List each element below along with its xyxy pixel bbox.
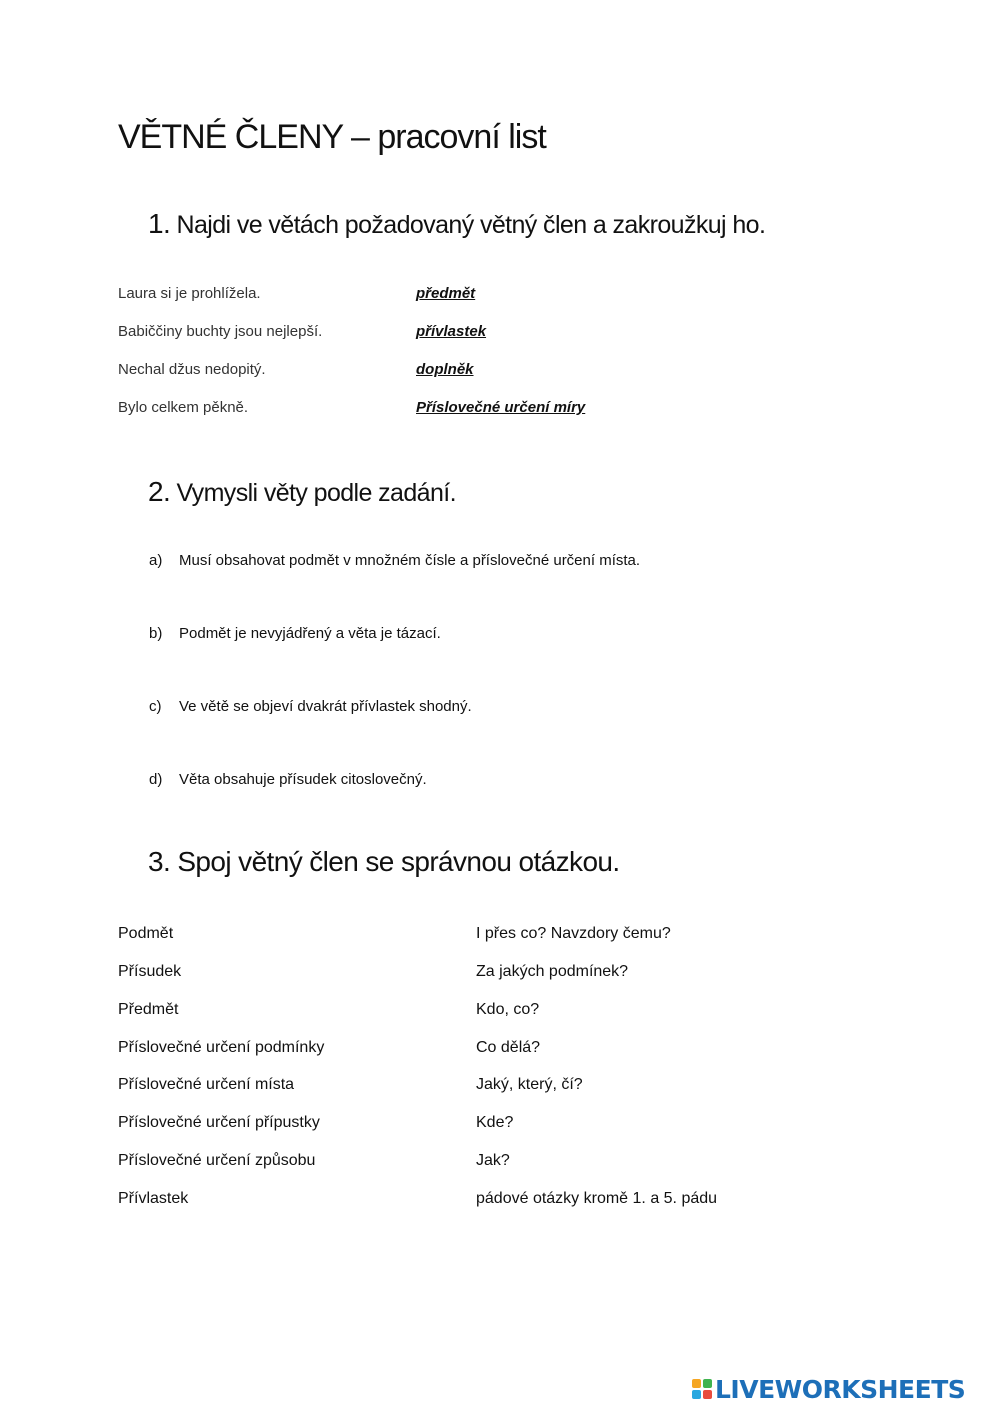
question-label: Jaký, který, čí? bbox=[476, 1076, 583, 1093]
exercise-3-row bbox=[0, 1190, 1000, 1220]
exercise-3-row bbox=[0, 1152, 1000, 1182]
exercise-2-task bbox=[149, 625, 441, 642]
exercise-2-task bbox=[149, 552, 640, 569]
task-text: Věta obsahuje přísudek citoslovečný. bbox=[179, 771, 427, 788]
exercise-1-sentence: Nechal džus nedopitý. bbox=[118, 361, 266, 378]
question-label: I přes co? Navzdory čemu? bbox=[476, 925, 671, 942]
task-letter: c) bbox=[149, 698, 162, 715]
sentence-member-label: Přívlastek bbox=[118, 1190, 189, 1207]
question-label: Kdo, co? bbox=[476, 1001, 540, 1018]
exercise-1-member: Příslovečné určení míry bbox=[416, 399, 586, 416]
exercise-1-sentence: Bylo celkem pěkně. bbox=[118, 399, 249, 416]
liveworksheets-logo bbox=[692, 1374, 965, 1404]
sentence-member-label: Předmět bbox=[118, 1001, 179, 1018]
liveworksheets-logo-icon bbox=[692, 1379, 712, 1399]
task-letter: a) bbox=[149, 552, 163, 569]
exercise-3-number: 3. bbox=[148, 846, 171, 877]
exercise-3-row bbox=[0, 1001, 1000, 1031]
sentence-member-label: Příslovečné určení místa bbox=[118, 1076, 295, 1093]
exercise-2-number: 2. bbox=[148, 476, 171, 507]
task-text: Ve větě se objeví dvakrát přívlastek shodný. bbox=[179, 698, 472, 715]
exercise-1-row bbox=[0, 361, 1000, 391]
exercise-1-row bbox=[0, 399, 1000, 429]
sentence-member-label: Podmět bbox=[118, 925, 174, 942]
question-label: Jak? bbox=[476, 1152, 510, 1169]
exercise-1-row bbox=[0, 323, 1000, 353]
exercise-2-heading bbox=[148, 476, 456, 508]
exercise-3-row bbox=[0, 1076, 1000, 1106]
page-title: VĚTNÉ ČLENY – pracovní list bbox=[118, 118, 546, 156]
exercise-1-row bbox=[0, 285, 1000, 315]
exercise-1-member: předmět bbox=[416, 285, 476, 302]
exercise-3-row bbox=[0, 1114, 1000, 1144]
task-text: Podmět je nevyjádřený a věta je tázací. bbox=[179, 625, 441, 642]
exercise-2-task bbox=[149, 771, 427, 788]
exercise-1-member: doplněk bbox=[416, 361, 474, 378]
exercise-1-heading bbox=[148, 208, 765, 240]
logo-text: LIVEWORKSHEETS bbox=[715, 1374, 966, 1404]
sentence-member-label: Příslovečné určení přípustky bbox=[118, 1114, 320, 1131]
exercise-1-sentence: Laura si je prohlížela. bbox=[118, 285, 261, 302]
task-letter: d) bbox=[149, 771, 163, 788]
exercise-1-number: 1. bbox=[148, 208, 171, 239]
exercise-3-row bbox=[0, 1039, 1000, 1069]
exercise-1-heading-text: Najdi ve větách požadovaný větný člen a zakroužkuj ho. bbox=[176, 211, 766, 239]
sentence-member-label: Příslovečné určení podmínky bbox=[118, 1039, 325, 1056]
exercise-2-heading-text: Vymysli věty podle zadání. bbox=[176, 479, 456, 507]
exercise-1-sentence: Babiččiny buchty jsou nejlepší. bbox=[118, 323, 323, 340]
exercise-3-heading bbox=[148, 846, 620, 878]
question-label: pádové otázky kromě 1. a 5. pádu bbox=[476, 1190, 718, 1207]
question-label: Za jakých podmínek? bbox=[476, 963, 629, 980]
task-letter: b) bbox=[149, 625, 163, 642]
question-label: Co dělá? bbox=[476, 1039, 541, 1056]
task-text: Musí obsahovat podmět v množném čísle a příslovečné určení místa. bbox=[179, 552, 641, 569]
exercise-2-task bbox=[149, 698, 472, 715]
exercise-3-heading-text: Spoj větný člen se správnou otázkou. bbox=[177, 846, 620, 877]
exercise-3-row bbox=[0, 925, 1000, 955]
sentence-member-label: Přísudek bbox=[118, 963, 182, 980]
exercise-3-row bbox=[0, 963, 1000, 993]
question-label: Kde? bbox=[476, 1114, 514, 1131]
exercise-1-member: přívlastek bbox=[416, 323, 487, 340]
sentence-member-label: Příslovečné určení způsobu bbox=[118, 1152, 316, 1169]
